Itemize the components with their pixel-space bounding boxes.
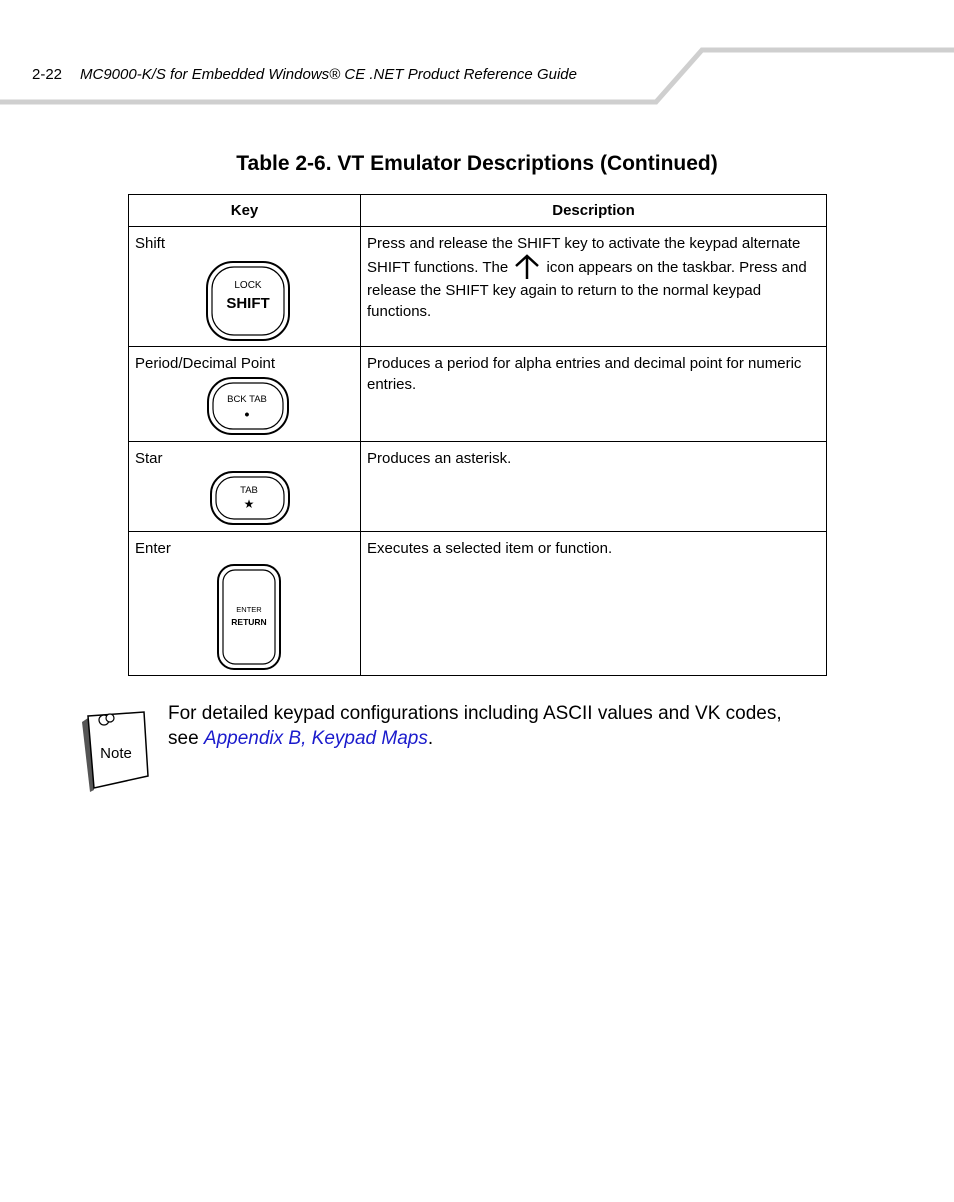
- period-key-main-label: •: [244, 406, 250, 422]
- note-trailing: .: [427, 728, 434, 749]
- description-cell: Produces a period for alpha entries and decimal point for numeric entries.: [361, 347, 827, 442]
- column-header-key: Key: [129, 195, 361, 227]
- page-number: 2-22: [32, 66, 63, 83]
- enter-key-main-label: RETURN: [231, 617, 267, 627]
- up-arrow-icon: [512, 254, 542, 280]
- page-header-decoration: [0, 0, 954, 110]
- key-name: Enter: [135, 540, 171, 557]
- table-row: [129, 532, 827, 676]
- shift-description-part1: Press and release the SHIFT key to activate the keypad alternate SHIFT functions. The: [367, 235, 801, 276]
- note-icon: [80, 710, 152, 792]
- table-row: [129, 347, 827, 442]
- period-key-top-label: BCK TAB: [227, 394, 267, 405]
- key-name: Period/Decimal Point: [135, 355, 276, 372]
- enter-key-icon: [135, 563, 355, 671]
- key-cell: [129, 532, 361, 676]
- key-cell: [129, 227, 361, 347]
- key-name: Star: [135, 450, 163, 467]
- table-title: Table 2-6. VT Emulator Descriptions (Continued): [236, 152, 718, 175]
- star-key-icon: [135, 469, 355, 527]
- table-row: [129, 442, 827, 532]
- key-cell: [129, 347, 361, 442]
- note-body: For detailed keypad configurations including ASCII values and VK codes, see: [168, 703, 782, 749]
- description-cell: [361, 227, 827, 347]
- table-header-row: [129, 195, 827, 227]
- shift-key-main-label: SHIFT: [226, 295, 270, 312]
- description-cell: Produces an asterisk.: [361, 442, 827, 532]
- period-key-icon: [135, 374, 355, 436]
- description-cell: Executes a selected item or function.: [361, 532, 827, 676]
- note-text: [168, 701, 808, 751]
- star-key-main-label: ★: [243, 497, 255, 511]
- appendix-link[interactable]: Appendix B, Keypad Maps: [203, 728, 428, 749]
- note-icon-label: Note: [100, 745, 132, 762]
- shift-key-icon: [135, 256, 355, 342]
- shift-key-top-label: LOCK: [234, 280, 262, 291]
- vt-emulator-table: [128, 194, 827, 676]
- enter-key-top-label: ENTER: [236, 605, 262, 614]
- shift-description-part2: icon appears on the taskbar. Press and release the SHIFT key again to return to the normal keypad functions.: [367, 259, 807, 320]
- document-title: MC9000-K/S for Embedded Windows® CE .NET Product Reference Guide: [80, 66, 577, 83]
- star-key-top-label: TAB: [240, 485, 258, 496]
- column-header-description: Description: [361, 195, 827, 227]
- key-cell: [129, 442, 361, 532]
- key-name: Shift: [135, 235, 166, 252]
- table-row: [129, 227, 827, 347]
